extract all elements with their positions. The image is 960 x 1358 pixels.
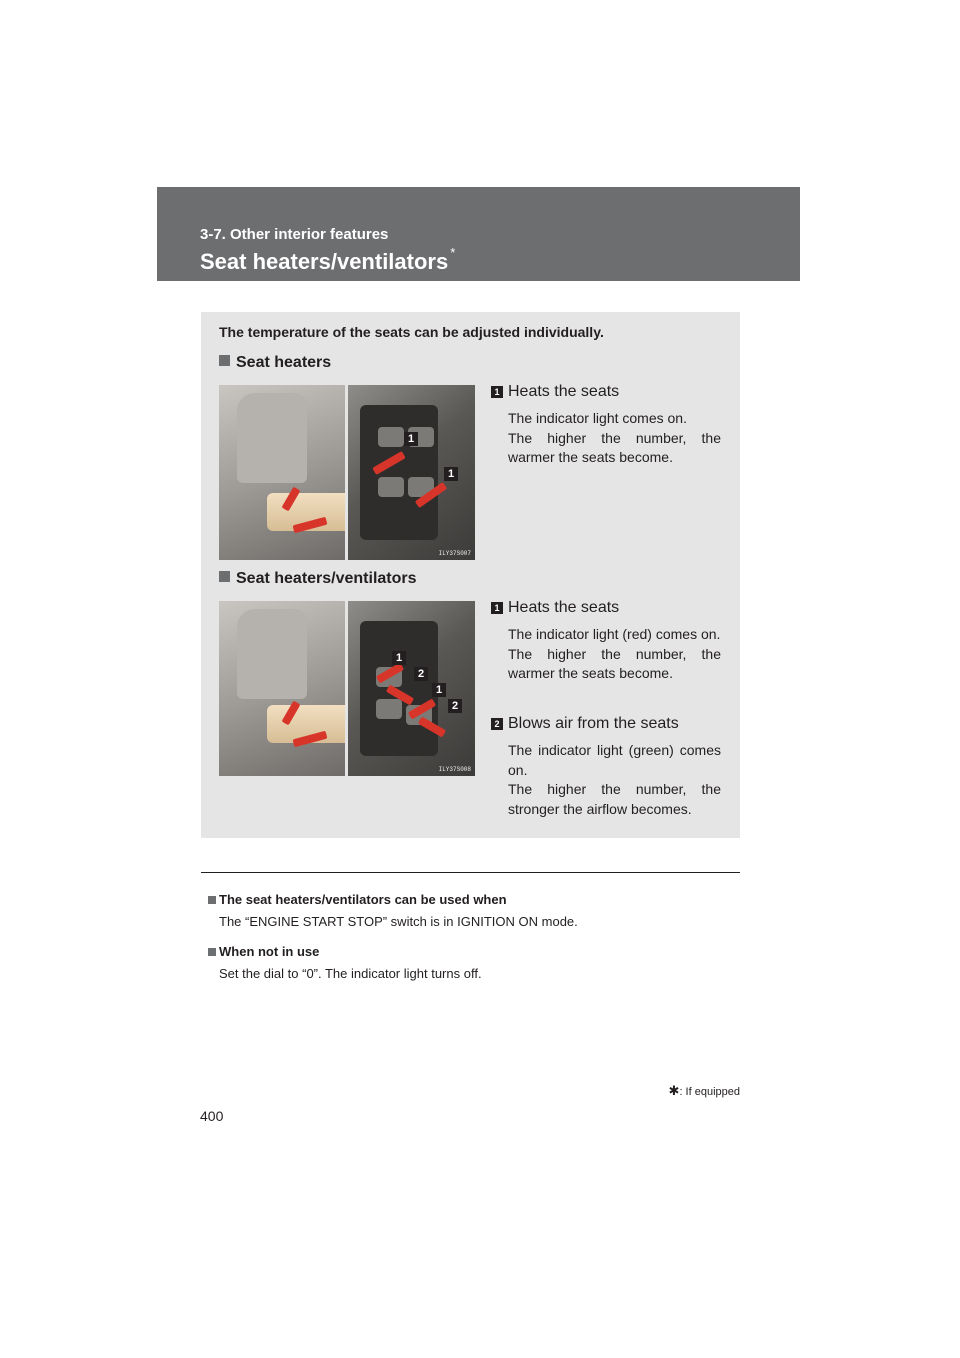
footnote — [669, 1083, 740, 1099]
item-heats-seats — [491, 383, 721, 468]
dial-switch — [378, 427, 404, 447]
item-title — [491, 715, 721, 733]
item-title — [491, 599, 721, 617]
square-bullet-icon — [208, 948, 216, 956]
seat-shape — [237, 609, 307, 699]
section-label: 3-7. Other interior features — [200, 226, 389, 243]
callout-tag: 2 — [414, 667, 428, 681]
image-code: ILY37S007 — [438, 550, 471, 557]
square-bullet-icon — [208, 896, 216, 904]
console-shape — [360, 621, 438, 756]
note-usage — [208, 892, 578, 929]
divider — [201, 872, 740, 873]
seat-photo — [219, 385, 345, 560]
callout-tag: 1 — [432, 683, 446, 697]
square-bullet-icon — [219, 571, 230, 582]
footnote-text: : If equipped — [679, 1086, 740, 1098]
square-bullet-icon — [219, 355, 230, 366]
section-header — [157, 187, 800, 281]
console-shape — [360, 405, 438, 540]
number-badge: 1 — [491, 602, 503, 614]
note-heading-text: The seat heaters/ventilators can be used when — [219, 892, 507, 907]
seat-photo — [219, 601, 345, 776]
note-heading — [208, 892, 578, 907]
switch-photo — [348, 601, 475, 776]
page-title — [200, 245, 456, 275]
note-heading-text: When not in use — [219, 944, 320, 959]
item-heats-seats-2 — [491, 599, 721, 684]
asterisk-icon: ✱ — [668, 1083, 680, 1098]
note-heading — [208, 944, 482, 959]
item-description: The indicator light (red) comes on. The higher the number, the warmer the seats become. — [508, 626, 721, 681]
item-title-text: Heats the seats — [508, 383, 620, 400]
page-number: 400 — [200, 1108, 224, 1124]
item-blows-air — [491, 715, 721, 819]
callout-tag: 1 — [404, 432, 418, 446]
callout-tag: 2 — [448, 699, 462, 713]
page-title-text: Seat heaters/ventilators — [200, 249, 449, 274]
if-equipped-mark: * — [450, 245, 456, 260]
intro-text: The temperature of the seats can be adjusted individually. — [219, 324, 604, 340]
subheading-seat-heaters — [219, 354, 331, 372]
item-title-text: Blows air from the seats — [508, 715, 679, 732]
note-body: The “ENGINE START STOP” switch is in IGNITION ON mode. — [219, 914, 578, 929]
item-description: The indicator light comes on. The higher the number, the warmer the seats become. — [508, 410, 721, 465]
seat-ventilators-illustration — [219, 601, 475, 776]
seat-heaters-illustration — [219, 385, 475, 560]
item-title-text: Heats the seats — [508, 599, 620, 616]
subheading-text: Seat heaters — [236, 354, 332, 371]
note-not-in-use — [208, 944, 482, 981]
switch-photo — [348, 385, 475, 560]
callout-tag: 1 — [444, 467, 458, 481]
item-title — [491, 383, 721, 401]
callout-tag: 1 — [392, 651, 406, 665]
image-code: ILY37S008 — [438, 766, 471, 773]
content-panel — [201, 312, 740, 838]
seat-shape — [237, 393, 307, 483]
number-badge: 1 — [491, 386, 503, 398]
note-body: Set the dial to “0”. The indicator light turns off. — [219, 966, 482, 981]
item-description: The indicator light (green) comes on. The higher the number, the stronger the airflow becomes. — [508, 742, 721, 817]
number-badge: 2 — [491, 718, 503, 730]
subheading-text: Seat heaters/ventilators — [236, 570, 417, 587]
dial-switch — [378, 477, 404, 497]
dial-switch — [376, 699, 402, 719]
subheading-seat-heaters-ventilators — [219, 570, 417, 588]
